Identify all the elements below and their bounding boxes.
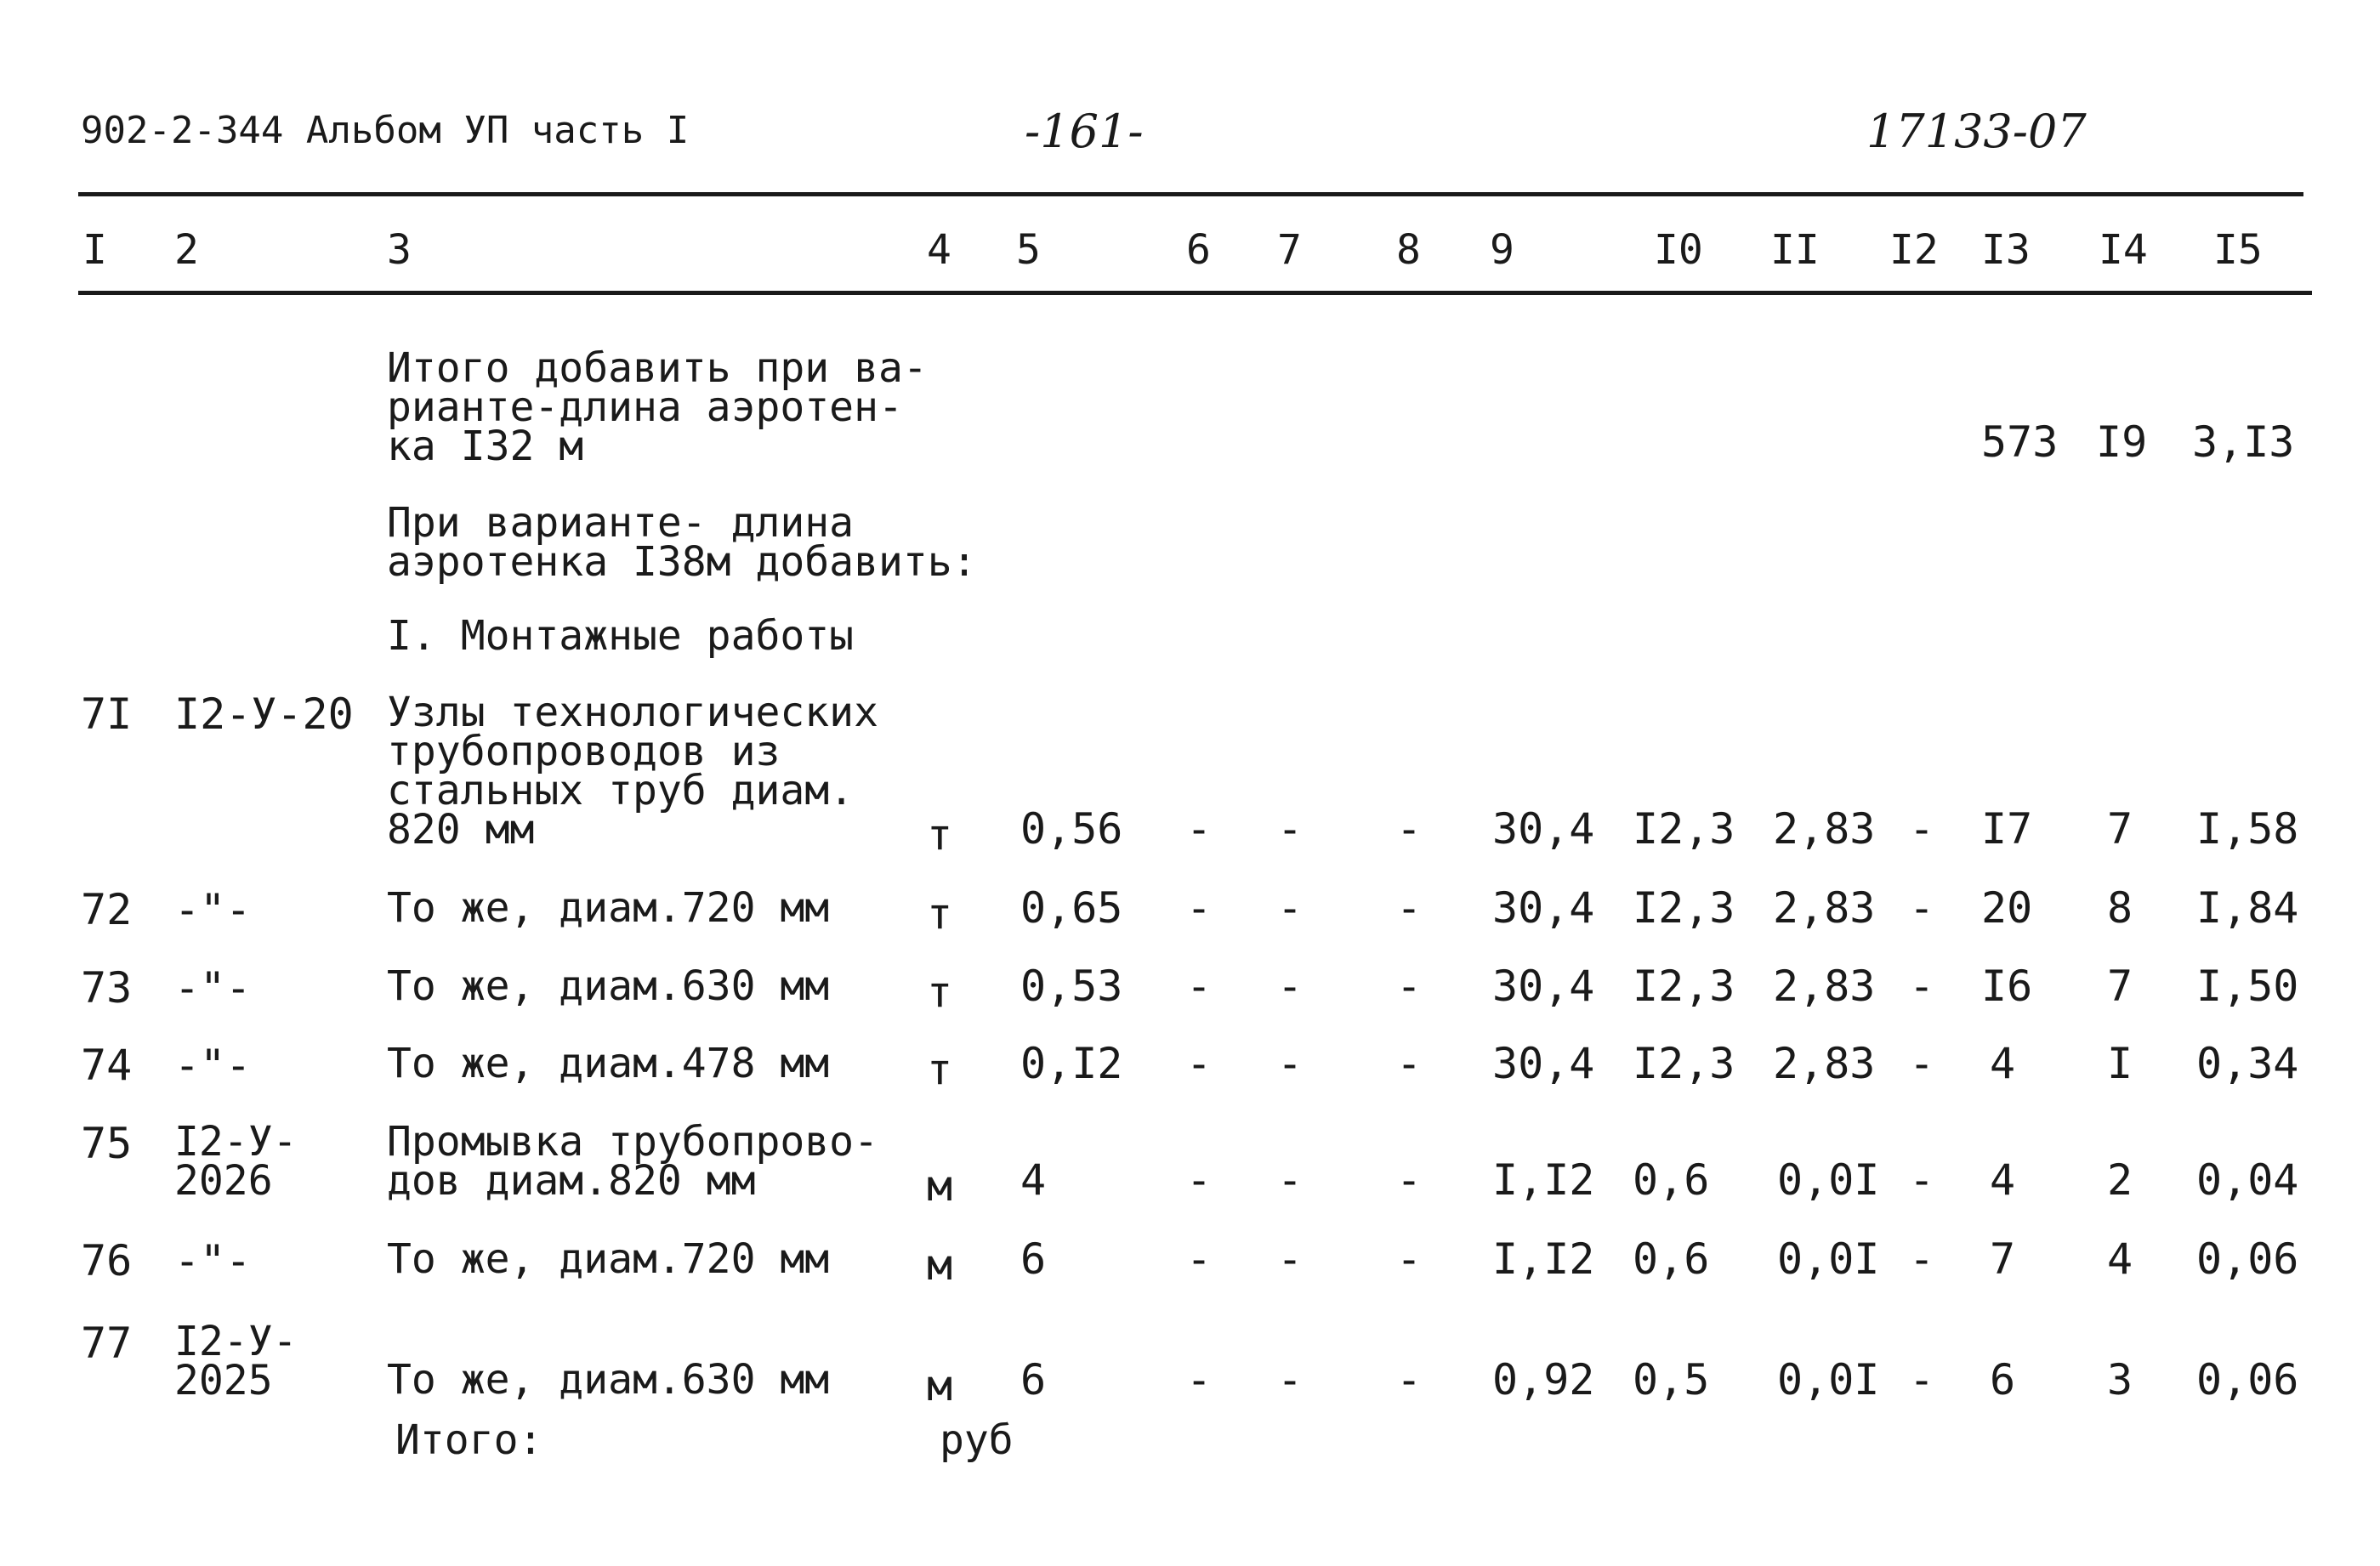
total-132-text: Итого добавить при ва- рианте-длина аэротен- ка I32 м [387, 344, 928, 470]
col-header-6: 6 [1186, 226, 1211, 274]
row-col8: - [1396, 804, 1423, 854]
row-col9: 30,4 [1492, 883, 1595, 933]
row-col14: 8 [2107, 883, 2133, 933]
row-col6: - [1186, 962, 1213, 1011]
row-col6: - [1186, 1039, 1213, 1088]
row-number: 7I [81, 689, 133, 739]
row-col8: - [1396, 1234, 1423, 1284]
row-col9: 30,4 [1492, 1039, 1595, 1088]
row-col6: - [1186, 1155, 1213, 1205]
col-header-8: 8 [1396, 226, 1421, 274]
page-number: -161- [1025, 105, 1144, 158]
row-col9: 30,4 [1492, 962, 1595, 1011]
row-col13: 4 [1990, 1039, 2016, 1088]
row-col6: - [1186, 883, 1213, 933]
row-description: То же, диам.630 мм [387, 962, 830, 1010]
row-col8: - [1396, 1039, 1423, 1088]
section-title: I. Монтажные работы [387, 612, 855, 660]
col-header-11: II [1770, 226, 1820, 274]
row-col10: 0,6 [1633, 1155, 1710, 1205]
row-code: I2-У-20 [174, 689, 354, 739]
total-132-col13: 573 [1981, 417, 2059, 467]
row-col14: I [2107, 1039, 2133, 1088]
row-code: -"- [174, 1236, 252, 1285]
row-description: Промывка трубопрово- дов диам.820 мм [387, 1118, 878, 1205]
row-col7: - [1277, 804, 1304, 854]
row-code: I2-У- 2026 [174, 1118, 298, 1205]
row-number: 72 [81, 885, 133, 934]
row-col9: 0,92 [1492, 1355, 1595, 1404]
row-unit: т [927, 967, 953, 1017]
row-col11: 2,83 [1773, 962, 1876, 1011]
row-col10: I2,3 [1633, 804, 1735, 854]
col-header-7: 7 [1277, 226, 1302, 274]
row-col8: - [1396, 962, 1423, 1011]
row-col15: 0,06 [2196, 1355, 2299, 1404]
row-col11: 2,83 [1773, 883, 1876, 933]
row-col14: 7 [2107, 962, 2133, 1011]
row-col15: 0,34 [2196, 1039, 2299, 1088]
row-col7: - [1277, 1355, 1304, 1404]
row-description: То же, диам.478 мм [387, 1040, 830, 1087]
total-132-col15: 3,I3 [2192, 417, 2295, 467]
doc-code: 902-2-344 Альбом УП часть I [81, 109, 690, 152]
row-col13: I7 [1981, 804, 2033, 854]
reference-number: 17133-07 [1866, 105, 2087, 158]
row-code: I2-У- 2025 [174, 1318, 298, 1404]
header-rule [78, 291, 2312, 295]
row-col15: 0,06 [2196, 1234, 2299, 1284]
col-header-5: 5 [1016, 226, 1041, 274]
row-description: То же, диам.720 мм [387, 884, 830, 932]
row-col5: 4 [1020, 1155, 1047, 1205]
row-col11: 0,0I [1777, 1155, 1880, 1205]
row-col5: 0,56 [1020, 804, 1123, 854]
row-col11: 2,83 [1773, 1039, 1876, 1088]
row-col6: - [1186, 1355, 1213, 1404]
row-col12: - [1909, 883, 1935, 933]
row-col13: 20 [1981, 883, 2033, 933]
row-col7: - [1277, 1155, 1304, 1205]
row-number: 76 [81, 1236, 133, 1285]
row-col10: 0,5 [1633, 1355, 1710, 1404]
row-number: 74 [81, 1041, 133, 1090]
row-description: Узлы технологических трубопроводов из стальных труб диам. 820 мм [387, 689, 878, 854]
row-col10: 0,6 [1633, 1234, 1710, 1284]
row-col15: I,84 [2196, 883, 2299, 933]
row-col6: - [1186, 1234, 1213, 1284]
row-col15: 0,04 [2196, 1155, 2299, 1205]
row-col11: 0,0I [1777, 1234, 1880, 1284]
row-number: 75 [81, 1119, 133, 1168]
total-label: Итого: [395, 1416, 543, 1464]
row-col14: 4 [2107, 1234, 2133, 1284]
row-unit: т [927, 810, 953, 860]
top-rule [78, 192, 2303, 196]
col-header-4: 4 [927, 226, 951, 274]
col-header-2: 2 [174, 226, 199, 274]
col-header-14: I4 [2099, 226, 2148, 274]
row-col7: - [1277, 1039, 1304, 1088]
row-col7: - [1277, 883, 1304, 933]
row-col15: I,50 [2196, 962, 2299, 1011]
row-col10: I2,3 [1633, 1039, 1735, 1088]
row-col13: I6 [1981, 962, 2033, 1011]
col-header-1: I [82, 226, 107, 274]
row-col10: I2,3 [1633, 962, 1735, 1011]
row-number: 77 [81, 1319, 133, 1368]
row-unit: м [927, 1361, 953, 1410]
row-col9: I,I2 [1492, 1155, 1595, 1205]
col-header-15: I5 [2213, 226, 2263, 274]
col-header-13: I3 [1981, 226, 2031, 274]
row-col12: - [1909, 962, 1935, 1011]
row-col5: 6 [1020, 1355, 1047, 1404]
row-unit: т [927, 1045, 953, 1094]
row-number: 73 [81, 963, 133, 1013]
total-132-col14: I9 [2096, 417, 2148, 467]
row-unit: м [927, 1240, 953, 1290]
row-col12: - [1909, 1234, 1935, 1284]
row-col13: 6 [1990, 1355, 2016, 1404]
row-description: То же, диам.630 мм [387, 1356, 830, 1404]
row-col6: - [1186, 804, 1213, 854]
row-col13: 7 [1990, 1234, 2016, 1284]
col-header-10: I0 [1654, 226, 1703, 274]
row-col5: 6 [1020, 1234, 1047, 1284]
row-col10: I2,3 [1633, 883, 1735, 933]
row-col8: - [1396, 1355, 1423, 1404]
row-col12: - [1909, 1039, 1935, 1088]
row-col9: 30,4 [1492, 804, 1595, 854]
row-col5: 0,65 [1020, 883, 1123, 933]
row-col12: - [1909, 804, 1935, 854]
row-col14: 7 [2107, 804, 2133, 854]
row-col7: - [1277, 1234, 1304, 1284]
row-col12: - [1909, 1355, 1935, 1404]
row-col7: - [1277, 962, 1304, 1011]
row-col13: 4 [1990, 1155, 2016, 1205]
row-unit: м [927, 1161, 953, 1211]
row-col9: I,I2 [1492, 1234, 1595, 1284]
row-col14: 2 [2107, 1155, 2133, 1205]
variant-138-text: При варианте- длина аэротенка I38м добавить: [387, 499, 977, 586]
row-description: То же, диам.720 мм [387, 1235, 830, 1283]
row-col5: 0,I2 [1020, 1039, 1123, 1088]
row-col8: - [1396, 1155, 1423, 1205]
row-col5: 0,53 [1020, 962, 1123, 1011]
row-col14: 3 [2107, 1355, 2133, 1404]
row-code: -"- [174, 1041, 252, 1090]
col-header-12: I2 [1889, 226, 1939, 274]
row-unit: т [927, 889, 953, 939]
row-col8: - [1396, 883, 1423, 933]
row-col11: 0,0I [1777, 1355, 1880, 1404]
row-col15: I,58 [2196, 804, 2299, 854]
col-header-3: 3 [387, 226, 412, 274]
row-code: -"- [174, 963, 252, 1013]
col-header-9: 9 [1490, 226, 1514, 274]
total-unit: руб [940, 1416, 1014, 1464]
row-code: -"- [174, 885, 252, 934]
row-col12: - [1909, 1155, 1935, 1205]
row-col11: 2,83 [1773, 804, 1876, 854]
